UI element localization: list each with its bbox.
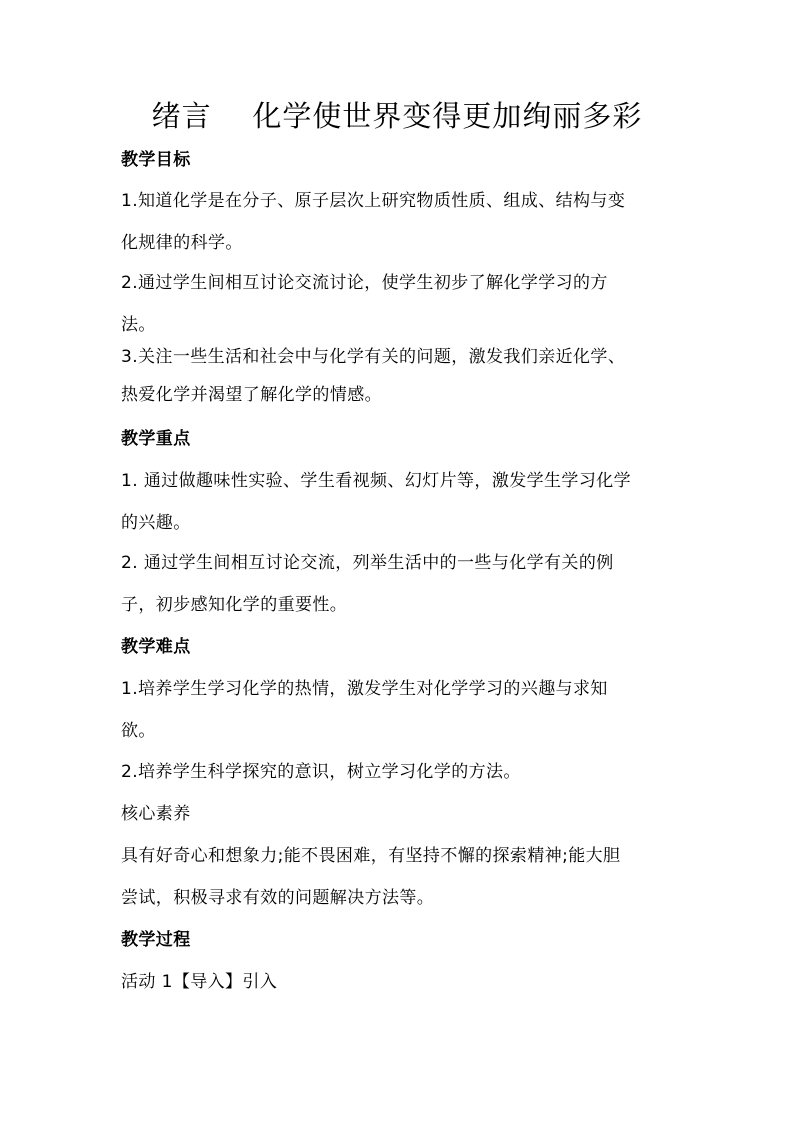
- section-heading-teaching-goals: 教学目标: [121, 150, 191, 170]
- key-point-2-line-1: 2. 通过学生间相互讨论交流，列举生活中的一些与化学有关的例: [121, 553, 614, 573]
- document-title: 绪言 化学使世界变得更加绚丽多彩: [151, 99, 643, 133]
- section-heading-difficulties: 教学难点: [121, 637, 191, 657]
- goal-2-line-1: 2.通过学生间相互讨论交流讨论，使学生初步了解化学学习的方: [121, 273, 608, 293]
- section-heading-process: 教学过程: [121, 930, 191, 950]
- goal-3-line-1: 3.关注一些生活和社会中与化学有关的问题，激发我们亲近化学、: [121, 347, 626, 367]
- goal-3-line-2: 热爱化学并渴望了解化学的情感。: [121, 385, 382, 405]
- difficulty-1-line-1: 1.培养学生学习化学的热情，激发学生对化学学习的兴趣与求知: [121, 679, 608, 699]
- key-point-1-line-1: 1. 通过做趣味性实验、学生看视频、幻灯片等，激发学生学习化学: [121, 471, 632, 491]
- goal-1-line-2: 化规律的科学。: [121, 233, 243, 253]
- key-point-2-line-2: 子，初步感知化学的重要性。: [121, 595, 348, 615]
- core-literacy-line-2: 尝试，积极寻求有效的问题解决方法等。: [121, 888, 435, 908]
- goal-1-line-1: 1.知道化学是在分子、原子层次上研究物质性质、组成、结构与变: [121, 191, 626, 211]
- difficulty-1-line-2: 欲。: [121, 721, 156, 741]
- goal-2-line-2: 法。: [121, 315, 156, 335]
- section-heading-core-literacy: 核心素养: [121, 804, 191, 824]
- difficulty-2-line-1: 2.培养学生科学探究的意识，树立学习化学的方法。: [121, 762, 521, 782]
- section-heading-key-points: 教学重点: [121, 429, 191, 449]
- core-literacy-line-1: 具有好奇心和想象力;能不畏困难，有坚持不懈的探索精神;能大胆: [121, 846, 621, 866]
- activity-1-line: 活动 1【导入】引入: [121, 972, 278, 992]
- key-point-1-line-2: 的兴趣。: [121, 513, 191, 533]
